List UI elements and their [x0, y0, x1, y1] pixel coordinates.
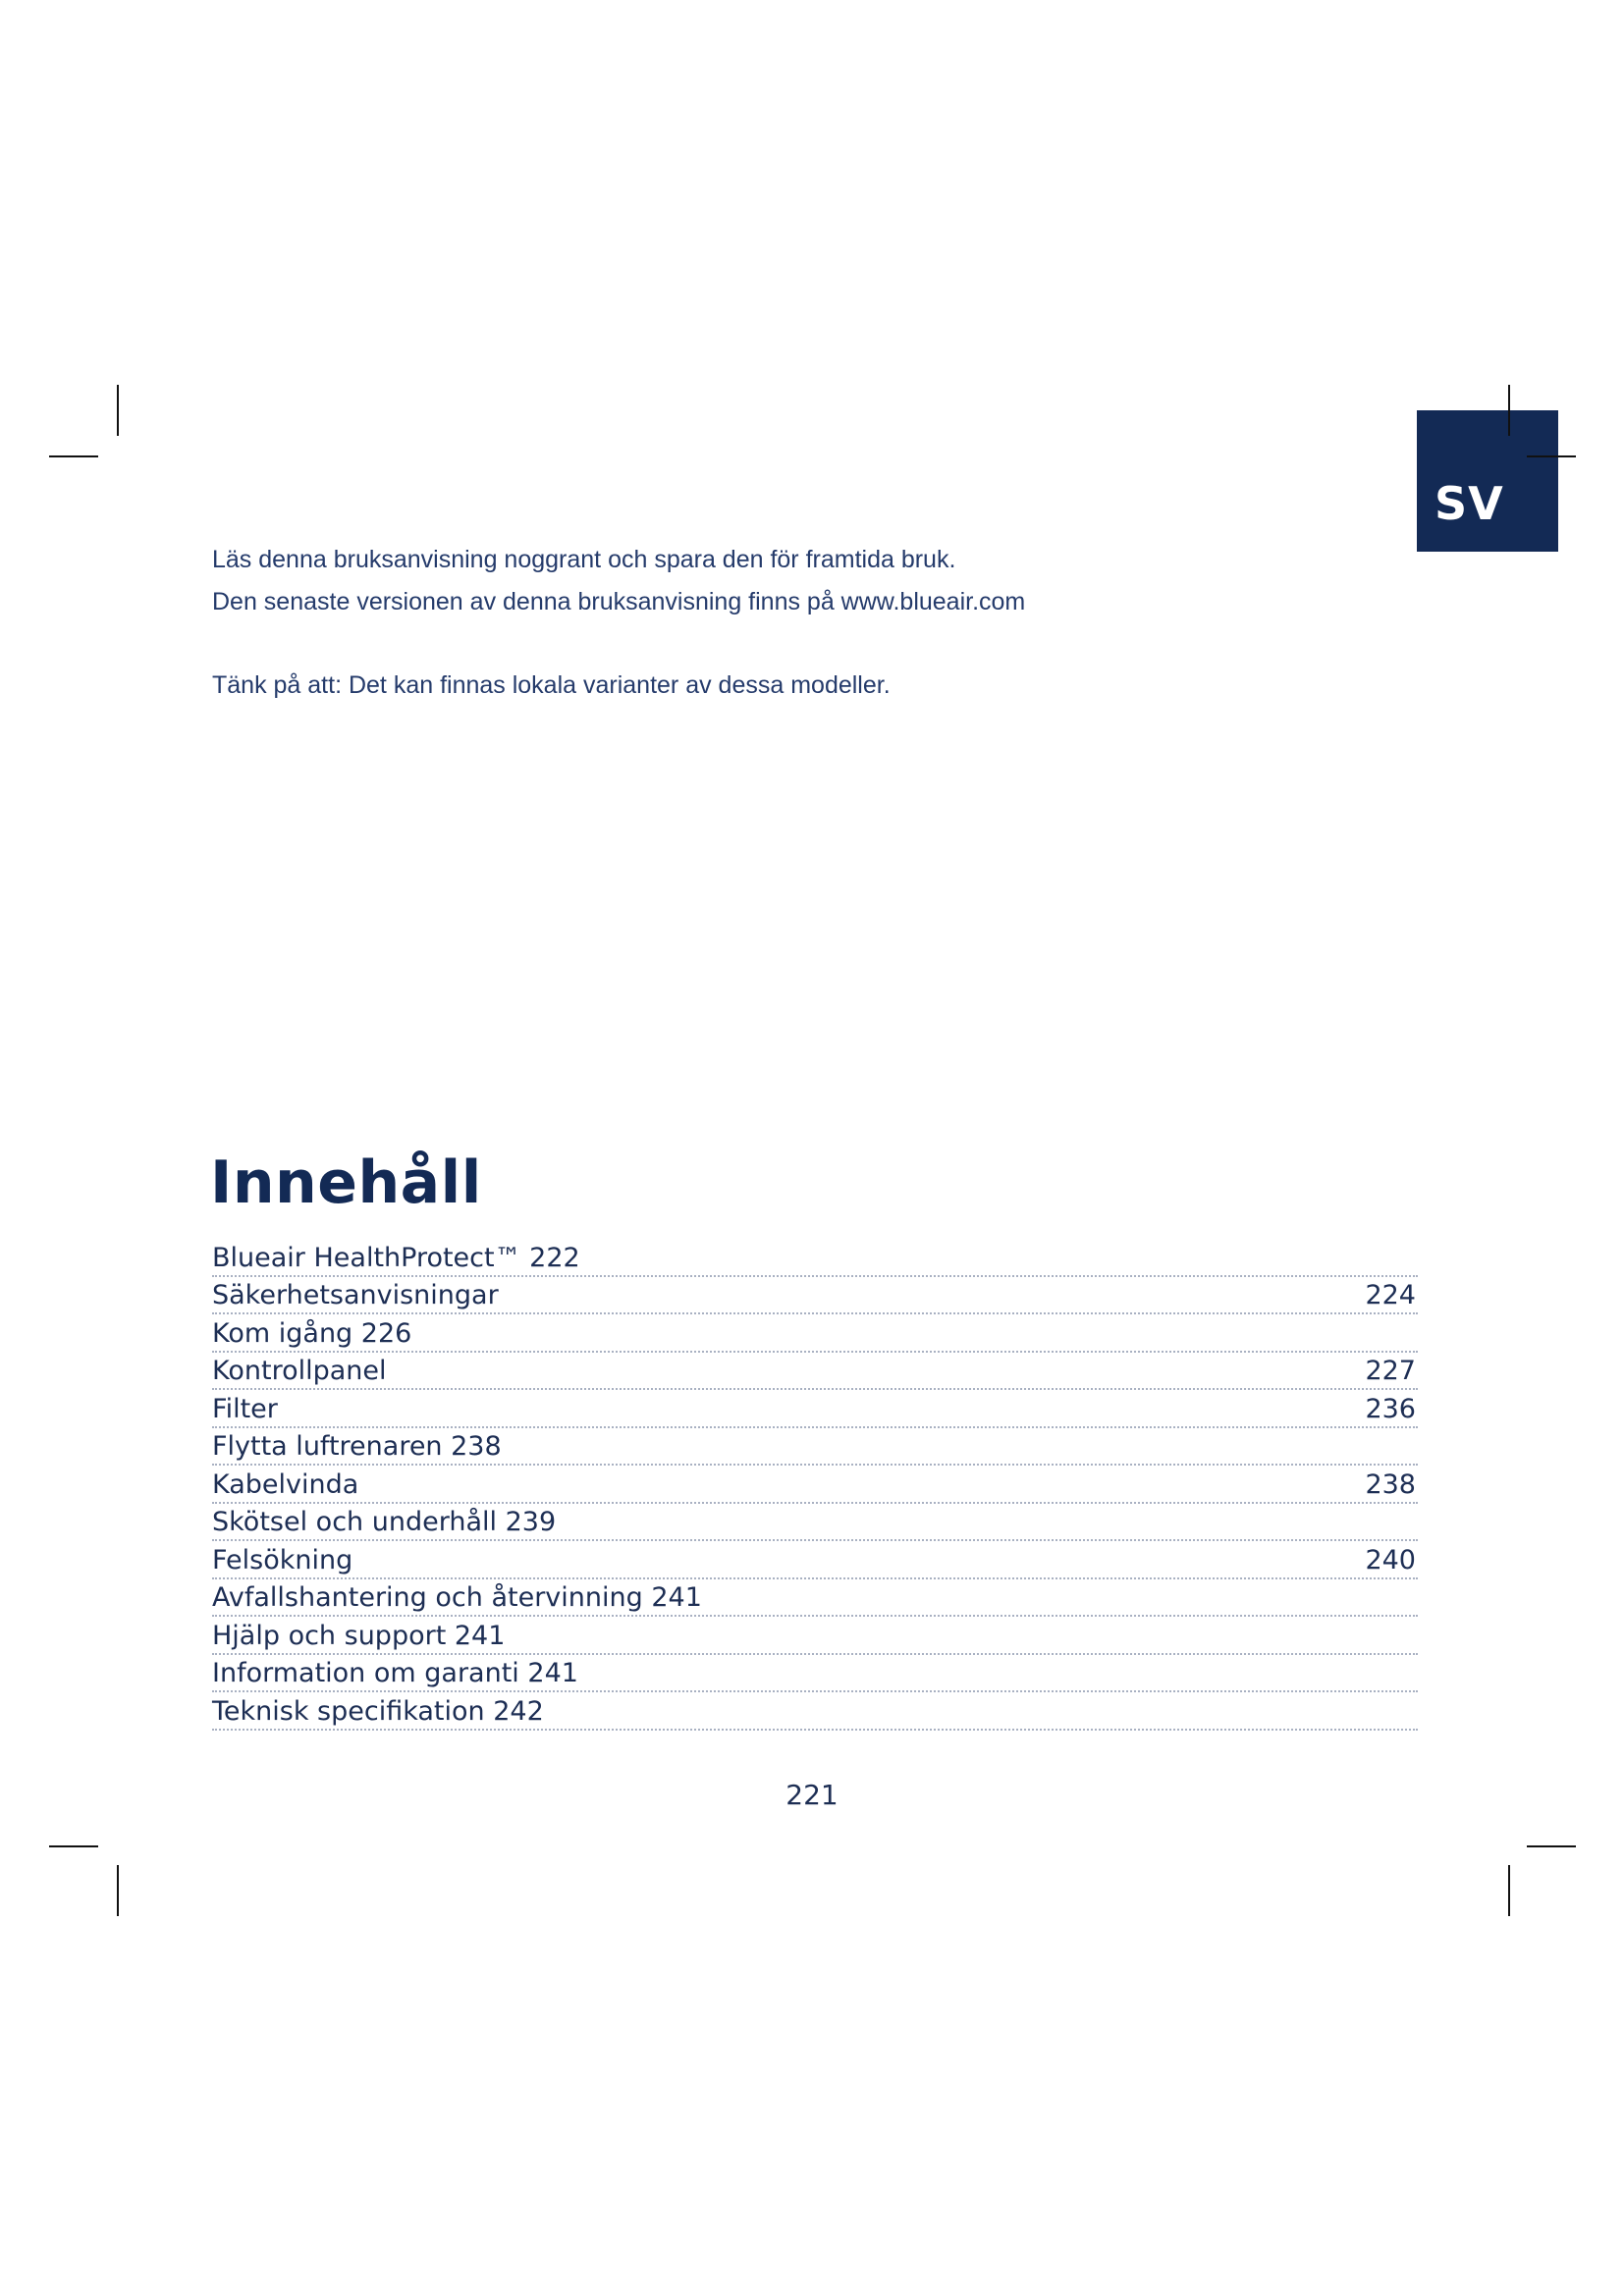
toc-entry-title: Kontrollpanel — [212, 1356, 387, 1386]
toc-entry-title: Teknisk specifikation 242 — [212, 1695, 544, 1727]
crop-mark-top-right-horizontal — [1527, 455, 1576, 457]
toc-entry-title: Kom igång 226 — [212, 1317, 412, 1349]
intro-note: Tänk på att: Det kan finnas lokala varianter av dessa modeller. — [212, 671, 891, 699]
language-tab — [1417, 410, 1558, 552]
page-number: 221 — [785, 1779, 839, 1811]
intro-line-1: Läs denna bruksanvisning noggrant och spara den för framtida bruk. — [212, 546, 956, 573]
toc-entry[interactable] — [212, 1466, 1418, 1504]
toc-entry-page: 236 — [1365, 1393, 1416, 1424]
toc-entry-page: 240 — [1365, 1544, 1416, 1575]
crop-mark-bottom-right-vertical — [1508, 1865, 1510, 1916]
toc-entry-title: Avfallshantering och återvinning 241 — [212, 1582, 702, 1613]
toc-entry[interactable] — [212, 1541, 1418, 1579]
toc-title: Innehåll — [210, 1148, 482, 1217]
intro-line-2: Den senaste versionen av denna bruksanvisning finns på www.blueair.com — [212, 588, 1026, 615]
toc-entry-page: 224 — [1365, 1280, 1416, 1310]
toc-entry[interactable] — [212, 1692, 1418, 1731]
toc-entry-title: Information om garanti 241 — [212, 1658, 578, 1688]
toc-entry-title: Säkerhetsanvisningar — [212, 1280, 499, 1310]
toc-entry-title: Felsökning — [212, 1544, 353, 1575]
crop-mark-bottom-left-horizontal — [49, 1845, 98, 1847]
toc-entry[interactable] — [212, 1655, 1418, 1693]
toc-entry[interactable] — [212, 1353, 1418, 1391]
toc-entry-title: Skötsel och underhåll 239 — [212, 1507, 557, 1537]
toc-entry[interactable] — [212, 1428, 1418, 1467]
crop-mark-top-left-vertical — [117, 385, 119, 436]
toc-entry-title: Flytta luftrenaren 238 — [212, 1431, 502, 1462]
toc-entry-page: 227 — [1365, 1356, 1416, 1386]
toc-entry-page: 238 — [1365, 1468, 1416, 1500]
language-tab-label: SV — [1435, 477, 1504, 530]
toc-entry[interactable] — [212, 1277, 1418, 1315]
toc-entry-title: Blueair HealthProtect™ 222 — [212, 1242, 580, 1273]
crop-mark-top-right-vertical — [1508, 385, 1510, 436]
crop-mark-bottom-right-horizontal — [1527, 1845, 1576, 1847]
toc-entry-title: Kabelvinda — [212, 1468, 359, 1500]
toc-entry[interactable] — [212, 1239, 1418, 1277]
toc-entry[interactable] — [212, 1314, 1418, 1353]
toc-entry-title: Filter — [212, 1393, 278, 1424]
toc-entry[interactable] — [212, 1617, 1418, 1655]
toc-entry[interactable] — [212, 1504, 1418, 1542]
toc-entry[interactable] — [212, 1390, 1418, 1428]
table-of-contents — [212, 1239, 1418, 1731]
toc-entry-title: Hjälp och support 241 — [212, 1620, 506, 1651]
crop-mark-top-left-horizontal — [49, 455, 98, 457]
toc-entry[interactable] — [212, 1579, 1418, 1618]
crop-mark-bottom-left-vertical — [117, 1865, 119, 1916]
